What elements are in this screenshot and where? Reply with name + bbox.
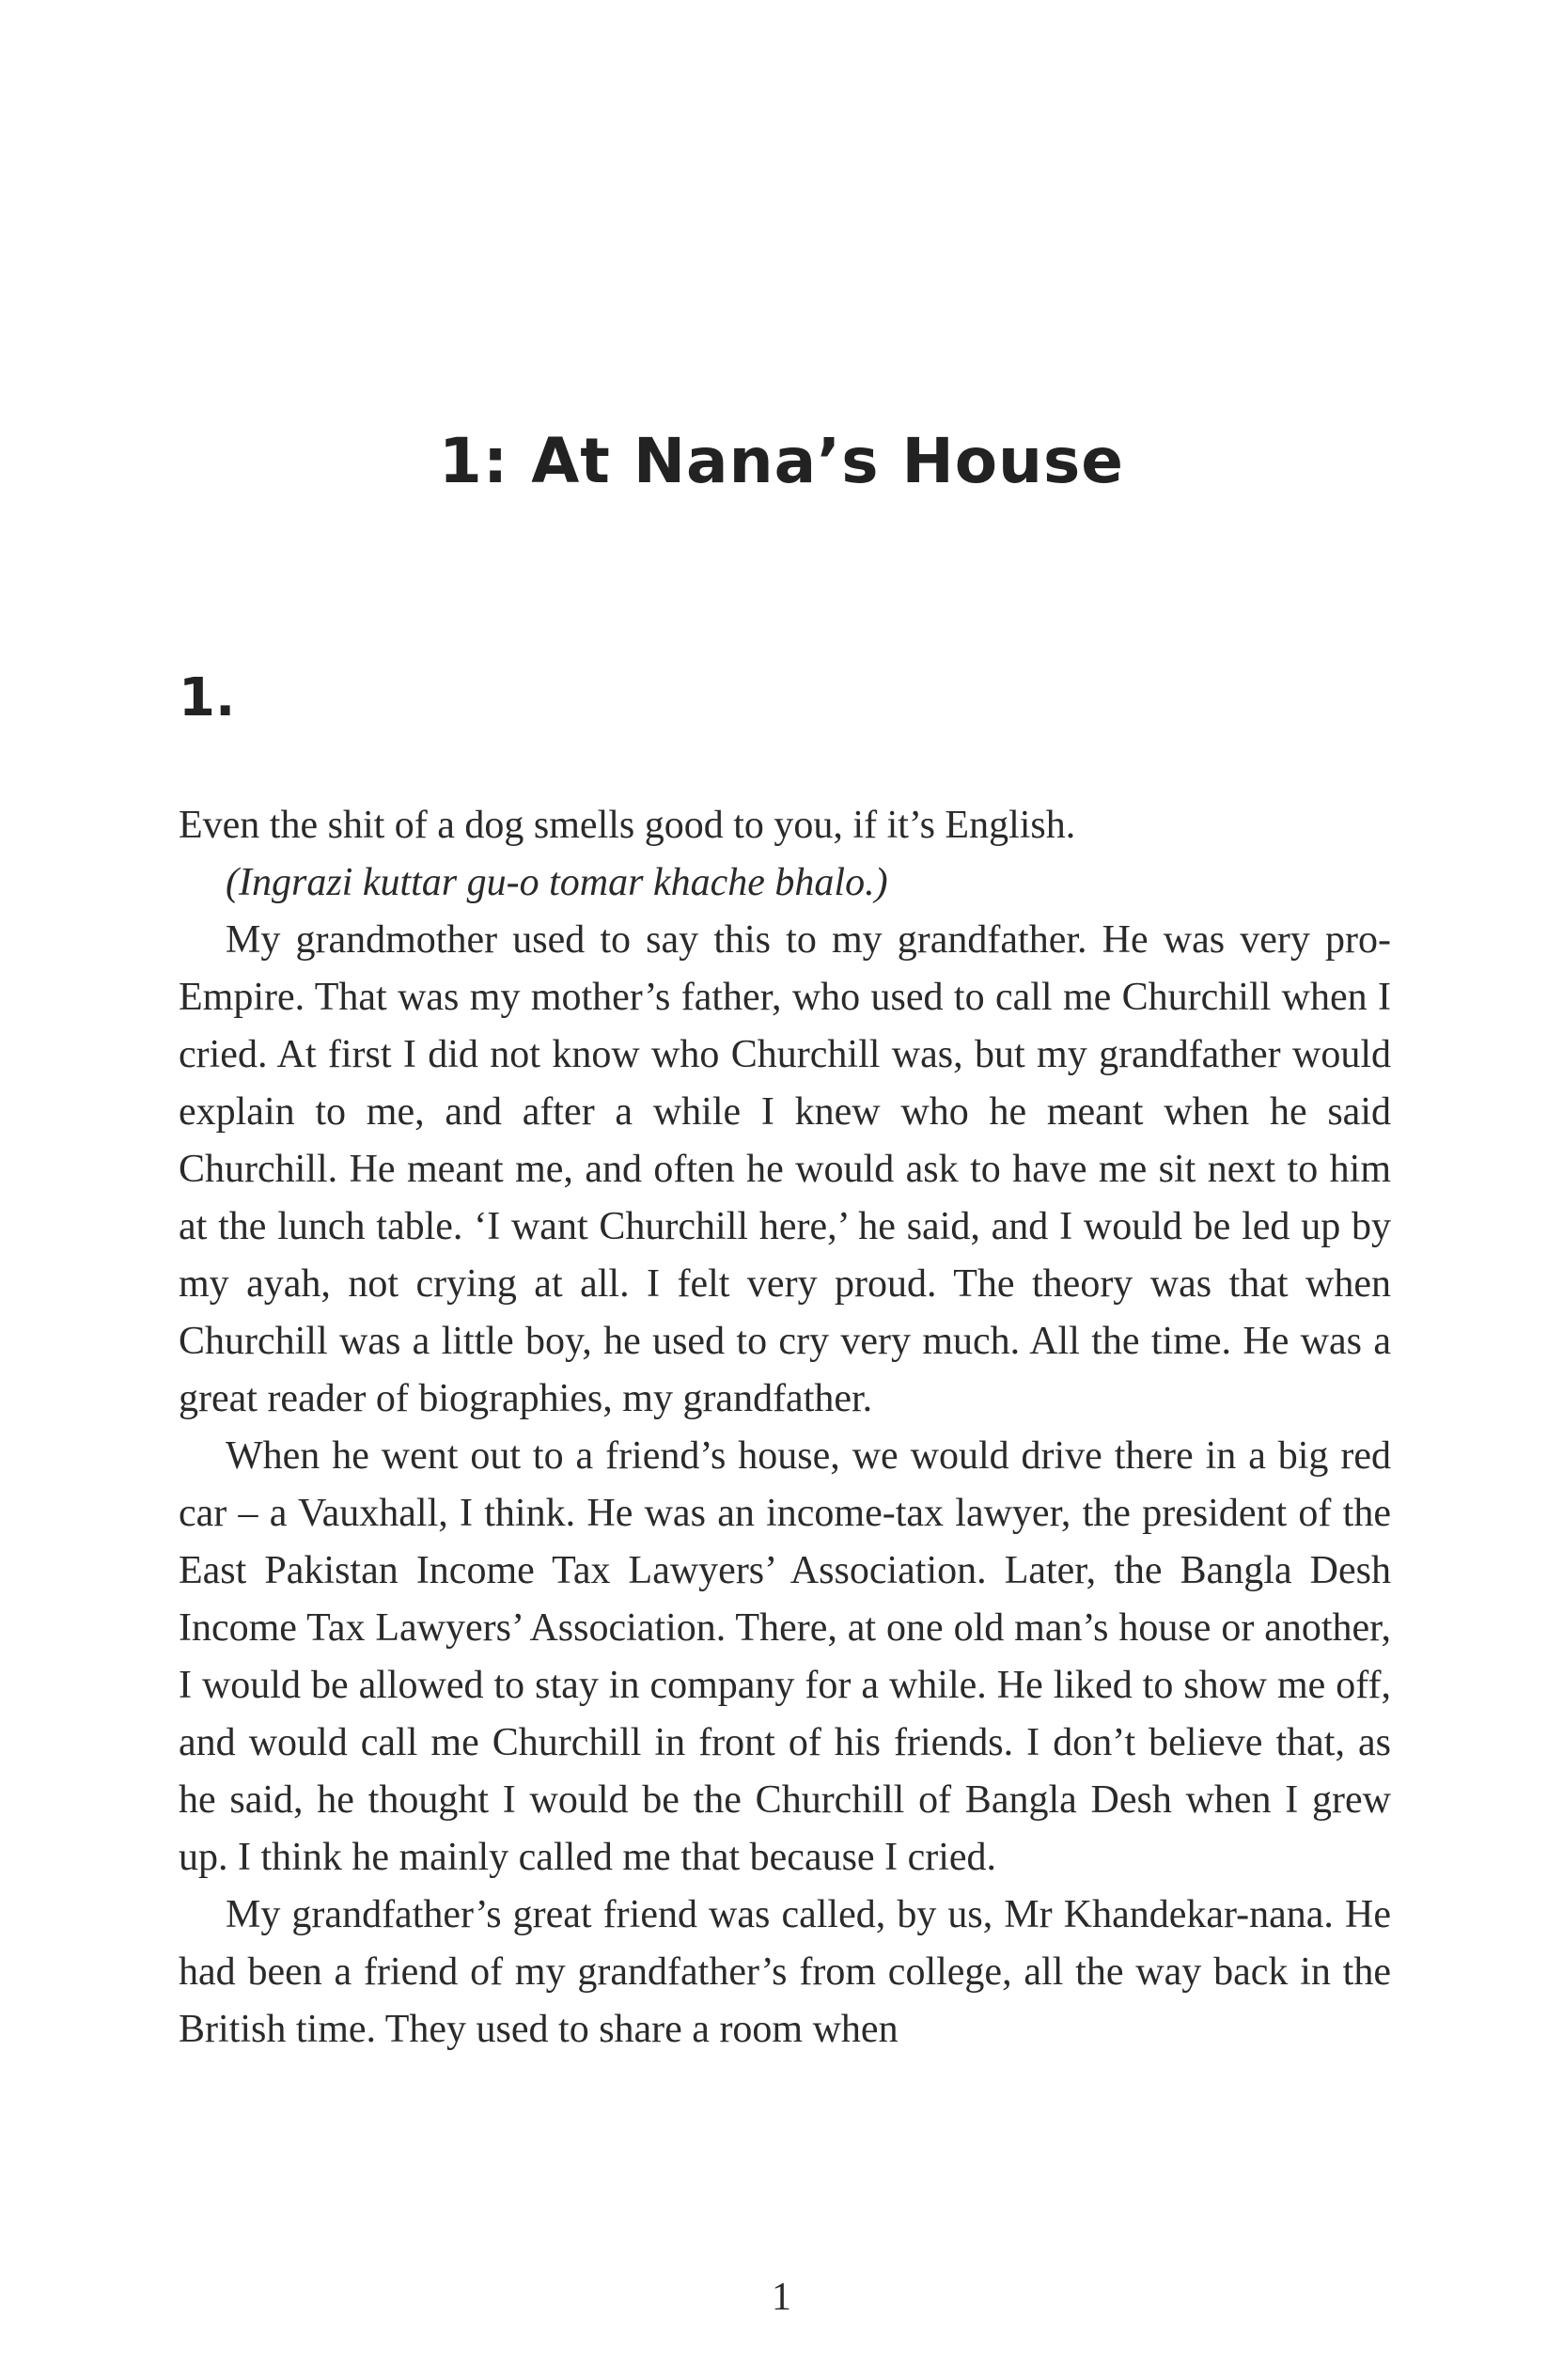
chapter-title: 1: At Nana’s House <box>438 425 1125 497</box>
paragraph: My grandmother used to say this to my grandfather. He was very pro-Empire. That was my mother’s father, who used to call me Churchill when I cried. At first I did not know who Churchill was, but my grandfather would explain to me, and after a while I knew who he meant when he said Churchill. He meant me, and often he would ask to have me sit next to him at the lunch table. ‘I want Churchill here,’ he said, and I would be led up by my ayah, not crying at all. I felt very proud. The theory was that when Churchill was a little boy, he used to cry very much. All the time. He was a great reader of biographies, my grandfather. <box>179 918 1391 1420</box>
paragraph-transliteration: (Ingrazi kuttar gu-o tomar khache bhalo.) <box>226 861 888 904</box>
paragraph: My grandfather’s great friend was called, by us, Mr Khandekar-nana. He had been a friend of my grandfather’s from college, all the way back in the British time. They used to share a room when <box>179 1893 1391 2051</box>
section-number: 1. <box>179 667 236 728</box>
paragraph-epigraph: Even the shit of a dog smells good to you, if it’s English. <box>179 804 1076 847</box>
page-number: 1 <box>772 2276 791 2319</box>
body-text <box>179 797 1391 2059</box>
paragraph: When he went out to a friend’s house, we would drive there in a big red car – a Vauxhall, I think. He was an income-tax lawyer, the president of the East Pakistan Income Tax Lawyers’ Association. Later, the Bangla Desh Income Tax Lawyers’ Association. There, at one old man’s house or another, I would be allowed to stay in company for a while. He liked to show me off, and would call me Churchill in front of his friends. I don’t believe that, as he said, he thought I would be the Churchill of Bangla Desh when I grew up. I think he mainly called me that because I cried. <box>179 1434 1391 1879</box>
